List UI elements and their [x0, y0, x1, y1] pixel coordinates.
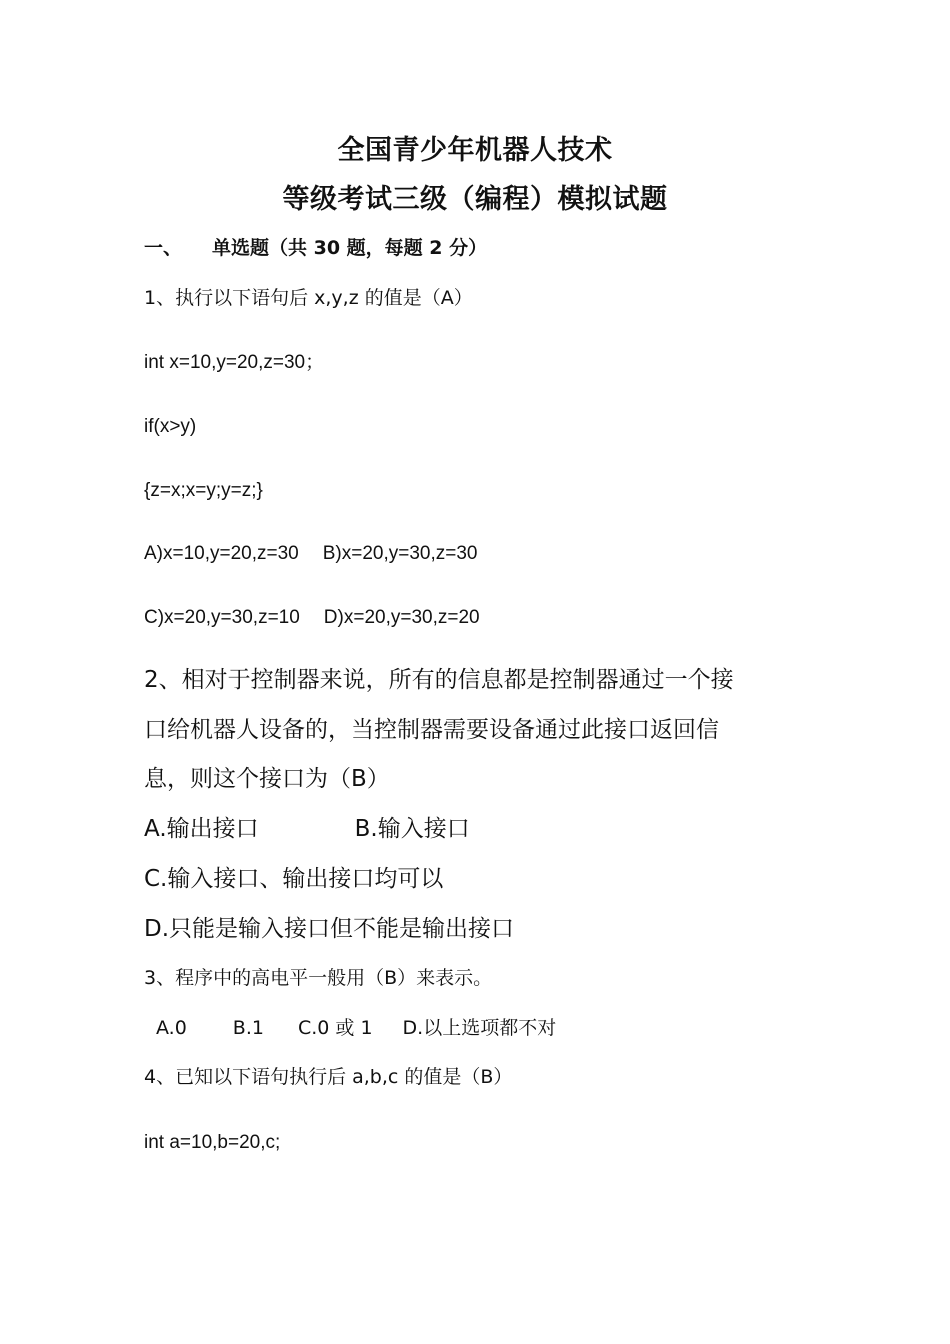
- option-b: B.1: [232, 1017, 264, 1039]
- question-2-options-row: [144, 818, 470, 841]
- question-2-stem-line: 口给机器人设备的，当控制器需要设备通过此接口返回信: [144, 717, 719, 743]
- option-a: A.0: [156, 1017, 187, 1039]
- title-line-2: 等级考试三级（编程）模拟试题: [282, 184, 668, 215]
- question-1-options-row: [144, 608, 480, 627]
- option-c: C.0 或 1: [297, 1017, 373, 1039]
- question-1-code-line: if(x>y): [144, 416, 197, 437]
- title-line-1: 全国青少年机器人技术: [337, 135, 613, 166]
- option-a: A)x=10,y=20,z=30: [144, 543, 299, 564]
- option-d: D.以上选项都不对: [402, 1017, 557, 1039]
- question-1-code-line: int x=10,y=20,z=30；: [144, 352, 325, 373]
- question-4-stem: 4、已知以下语句执行后 a,b,c 的值是（B）: [144, 1066, 513, 1088]
- section-number: 一、: [144, 237, 183, 259]
- question-4-code-line: int a=10,b=20,c;: [144, 1132, 281, 1153]
- question-1-code-line: {z=x;x=y;y=z;}: [144, 480, 263, 501]
- option-c: C.输入接口、输出接口均可以: [144, 866, 444, 892]
- section-label: 单选题（共 30 题，每题 2 分）: [212, 237, 488, 259]
- option-b: B.输入接口: [354, 816, 470, 842]
- option-d: D.只能是输入接口但不能是输出接口: [144, 916, 515, 942]
- question-3-options-row: [156, 1019, 556, 1038]
- question-2-stem-line: 息，则这个接口为（B）: [144, 766, 390, 792]
- option-b: B)x=20,y=30,z=30: [322, 543, 478, 564]
- section-heading: [144, 239, 487, 258]
- option-d: D)x=20,y=30,z=20: [323, 607, 480, 628]
- question-2-stem-line: 2、相对于控制器来说，所有的信息都是控制器通过一个接: [144, 667, 734, 693]
- question-3-stem: 3、程序中的高电平一般用（B）来表示。: [144, 967, 493, 989]
- question-1-stem: 1、执行以下语句后 x,y,z 的值是（A）: [144, 287, 473, 309]
- question-1-options-row: [144, 544, 478, 563]
- option-a: A.输出接口: [144, 816, 259, 842]
- option-c: C)x=20,y=30,z=10: [144, 607, 300, 628]
